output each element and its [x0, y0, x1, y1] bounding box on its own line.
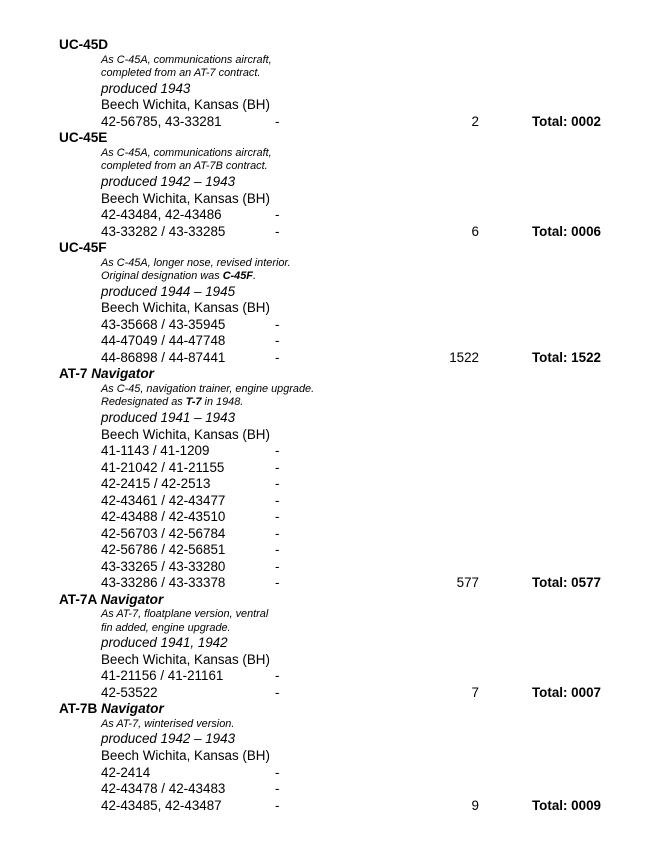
dash-separator: -	[275, 113, 280, 129]
dash-separator: -	[275, 558, 280, 574]
model-heading	[59, 701, 619, 718]
description-text: in 1948.	[201, 396, 244, 409]
production-total: Total: 1522	[532, 349, 601, 365]
dash-separator: -	[275, 476, 280, 492]
dash-separator: -	[275, 443, 280, 459]
model-designation: UC-45E	[59, 130, 108, 146]
serial-row	[101, 443, 619, 460]
serial-range: 43-33265 / 43-33280	[101, 558, 226, 574]
serial-row	[101, 526, 619, 543]
serial-row	[101, 207, 619, 224]
dash-separator: -	[275, 525, 280, 541]
serial-row	[101, 460, 619, 477]
serial-range: 42-53522	[101, 684, 158, 700]
serial-range: 42-43484, 42-43486	[101, 207, 222, 223]
dash-separator: -	[275, 223, 280, 239]
description-line: As AT-7, winterised version.	[101, 717, 235, 730]
serial-row	[101, 685, 619, 702]
manufacturer: Beech Wichita, Kansas (BH)	[101, 300, 270, 316]
manufacturer: Beech Wichita, Kansas (BH)	[101, 190, 270, 206]
model-designation: AT-7	[59, 366, 88, 382]
serial-range: 43-33286 / 43-33378	[101, 575, 226, 591]
dash-separator: -	[275, 781, 280, 797]
description-line: completed from an AT-7 contract.	[101, 67, 261, 79]
serial-range: 42-43488 / 42-43510	[101, 509, 226, 525]
serial-range: 43-33282 / 43-33285	[101, 223, 226, 239]
serial-range: 42-56703 / 42-56784	[101, 525, 226, 541]
dash-separator: -	[275, 349, 280, 365]
manufacturer: Beech Wichita, Kansas (BH)	[101, 97, 270, 113]
model-name: Navigator	[100, 591, 164, 607]
model-designation: AT-7B	[59, 701, 98, 717]
serial-row	[101, 509, 619, 526]
serial-row	[101, 317, 619, 334]
production-years: produced 1942 – 1943	[101, 173, 236, 189]
production-years: produced 1943	[101, 80, 191, 96]
serial-row	[101, 350, 619, 367]
production-count: 1522	[449, 349, 479, 365]
dash-separator: -	[275, 333, 280, 349]
designation-emphasis: T-7	[185, 396, 202, 409]
serial-row	[101, 668, 619, 685]
serial-range: 42-2414	[101, 764, 151, 780]
serial-row	[101, 798, 619, 815]
designation-emphasis: C-45F	[222, 270, 253, 283]
production-years: produced 1942 – 1943	[101, 731, 236, 747]
dash-separator: -	[275, 575, 280, 591]
production-total: Total: 0009	[532, 797, 601, 813]
production-total: Total: 0002	[532, 113, 601, 129]
description-line: As AT-7, floatplane version, ventral	[101, 608, 269, 621]
dash-separator: -	[275, 542, 280, 558]
description-text: Redesignated as	[101, 396, 186, 409]
model-designation: AT-7A	[59, 591, 97, 607]
serial-range: 42-56786 / 42-56851	[101, 542, 226, 558]
serial-row	[101, 559, 619, 576]
dash-separator: -	[275, 207, 280, 223]
serial-row	[101, 493, 619, 510]
description-line: As C-45A, longer nose, revised interior.	[101, 256, 291, 269]
model-heading	[59, 37, 619, 54]
model-heading	[59, 130, 619, 147]
dash-separator: -	[275, 668, 280, 684]
serial-range: 42-43485, 42-43487	[101, 797, 222, 813]
production-total: Total: 0577	[532, 575, 601, 591]
production-years: produced 1941 – 1943	[101, 409, 236, 425]
dash-separator: -	[275, 764, 280, 780]
description-text: .	[252, 270, 256, 283]
serial-range: 41-21156 / 41-21161	[101, 668, 224, 684]
description-line	[101, 396, 619, 410]
serial-row	[101, 781, 619, 798]
model-name: Navigator	[101, 701, 164, 717]
aircraft-entry	[59, 701, 619, 814]
aircraft-entry	[59, 592, 619, 702]
production-total: Total: 0006	[532, 223, 601, 239]
serial-range: 42-56785, 43-33281	[101, 113, 222, 129]
description-line	[101, 270, 619, 284]
description-line: completed from an AT-7B contract.	[101, 160, 268, 173]
serial-row	[101, 575, 619, 592]
serial-row	[101, 333, 619, 350]
serial-row	[101, 765, 619, 782]
serial-row	[101, 224, 619, 241]
aircraft-entry	[59, 37, 619, 130]
model-heading	[59, 592, 619, 609]
model-designation: UC-45F	[59, 240, 107, 256]
description-line: fin added, engine upgrade.	[101, 621, 231, 634]
serial-row	[101, 542, 619, 559]
aircraft-entry	[59, 130, 619, 240]
model-heading	[59, 240, 619, 257]
aircraft-entry	[59, 240, 619, 366]
dash-separator: -	[275, 684, 280, 700]
production-years: produced 1944 – 1945	[101, 283, 236, 299]
production-count: 6	[471, 223, 479, 239]
production-count: 9	[471, 797, 479, 813]
serial-row	[101, 476, 619, 493]
aircraft-entry	[59, 366, 619, 591]
production-count: 2	[471, 113, 479, 129]
production-years: produced 1941, 1942	[101, 635, 228, 651]
serial-range: 43-35668 / 43-35945	[101, 316, 226, 332]
serial-range: 44-47049 / 44-47748	[101, 333, 226, 349]
production-count: 7	[471, 684, 479, 700]
description-line: As C-45A, communications aircraft,	[101, 53, 272, 66]
dash-separator: -	[275, 459, 280, 475]
description-line: As C-45, navigation trainer, engine upgrade.	[101, 382, 315, 395]
production-total: Total: 0007	[532, 684, 601, 700]
description-line: As C-45A, communications aircraft,	[101, 146, 272, 159]
description-text: Original designation was	[101, 270, 223, 283]
dash-separator: -	[275, 492, 280, 508]
serial-range: 41-21042 / 41-21155	[101, 459, 225, 475]
dash-separator: -	[275, 797, 280, 813]
serial-range: 42-43478 / 42-43483	[101, 781, 226, 797]
serial-range: 41-1143 / 41-1209	[101, 443, 210, 459]
manufacturer: Beech Wichita, Kansas (BH)	[101, 426, 270, 442]
serial-range: 44-86898 / 44-87441	[101, 349, 226, 365]
production-list	[59, 37, 619, 814]
serial-row	[101, 114, 619, 131]
model-designation: UC-45D	[59, 37, 109, 52]
model-heading	[59, 366, 619, 383]
serial-range: 42-43461 / 42-43477	[101, 492, 226, 508]
dash-separator: -	[275, 509, 280, 525]
manufacturer: Beech Wichita, Kansas (BH)	[101, 651, 270, 667]
dash-separator: -	[275, 316, 280, 332]
manufacturer: Beech Wichita, Kansas (BH)	[101, 748, 270, 764]
serial-range: 42-2415 / 42-2513	[101, 476, 211, 492]
model-name: Navigator	[91, 366, 154, 382]
production-count: 577	[456, 575, 479, 591]
